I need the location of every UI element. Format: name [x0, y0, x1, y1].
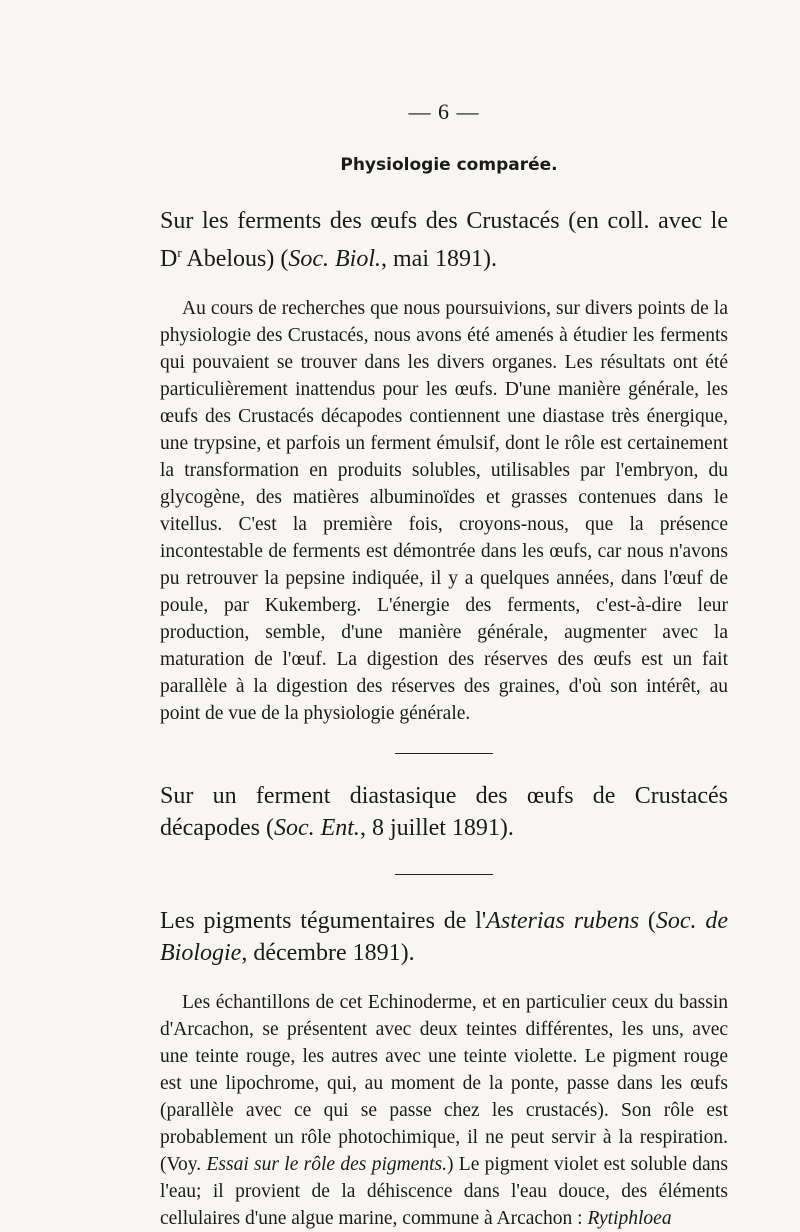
entry-2-title-journal: Soc. Ent. [273, 815, 360, 841]
entry-3-title-ref-rest: , décembre 1891). [241, 940, 415, 966]
entry-1-title [160, 205, 728, 275]
entry-3-title-main: Les pigments tégumentaires de l' [160, 908, 487, 934]
separator-rule [395, 753, 493, 754]
entry-3-title-mid: ( [639, 908, 656, 934]
entry-2-title-ref-rest: , 8 juillet 1891). [359, 815, 514, 841]
entry-2-title [160, 780, 728, 844]
entry-3-body-part1: Les échantillons de cet Echinoderme, et en particulier ceux du bassin d'Arcachon, se présentent avec deux teintes différentes, les uns, avec une teinte rouge, les autres avec une teinte violette. Le pigment rouge est une lipochrome, qui, au moment de la ponte, passe dans les œufs (parallèle avec ce qui se passe chez les crustacés). Son rôle est probablement un rôle photochimique, il ne peut servir à la respiration. (Voy. [160, 992, 728, 1175]
entry-1-title-ref-rest: , mai 1891). [381, 246, 497, 272]
page-number: — 6 — [408, 99, 480, 124]
entry-1-body: Au cours de recherches que nous poursuivions, sur divers points de la physiologie des Crustacés, nous avons été amenés à étudier les ferments qui pouvaient se trouver dans les divers organes. Les résultats ont été particulièrement inattendus pour les œufs. D'une manière générale, les œufs des Crustacés décapodes contiennent une diastase très énergique, une trypsine, et parfois un ferment émulsif, dont le rôle est certainement la transformation en produits solubles, utilisables par l'embryon, du glycogène, des matières albuminoïdes et grasses contenues dans le vitellus. C'est la première fois, croyons-nous, que la présence incontestable de ferments est démontrée dans les œufs, car nous n'avons pu retrouver la pepsine indiquée, il y a quelques années, dans l'œuf de poule, par Kukemberg. L'énergie des ferments, c'est-à-dire leur production, semble, d'une manière générale, augmenter avec la maturation de l'œuf. La digestion des réserves des œufs est un fait parallèle à la digestion des réserves des graines, d'où son intérêt, au point de vue de la physiologie générale. [160, 298, 728, 724]
entry-3-body-italic2: Rytiphloea [587, 1208, 672, 1229]
entry-1-title-after-sup: Abelous) ( [181, 246, 289, 272]
entry-3-body-part2: ) Le pigment violet est soluble dans l'eau; il provient de la déhiscence dans l'eau douce, des éléments cellulaires d'une algue marine, commune à Arcachon : [160, 1154, 728, 1229]
separator-rule [395, 874, 493, 875]
entry-3-body [160, 989, 728, 1232]
entry-3-title-journal: Soc. de Biologie [160, 908, 729, 966]
section-heading: Physiologie comparée. [340, 155, 558, 175]
entry-3-body-italic1: Essai sur le rôle des pigments. [206, 1154, 447, 1175]
entry-3-title [160, 905, 728, 969]
entry-1-title-journal: Soc. Biol. [288, 246, 381, 272]
entry-3-title-species: Asterias rubens [486, 908, 640, 934]
entry-2-title-main: Sur un ferment diastasique des œufs de Crustacés décapodes ( [160, 783, 728, 841]
entry-1-title-sup: r [177, 245, 182, 260]
document-page [160, 95, 728, 1232]
entry-1-title-main: Sur les ferments des œufs des Crustacés (en coll. avec le D [160, 208, 728, 272]
